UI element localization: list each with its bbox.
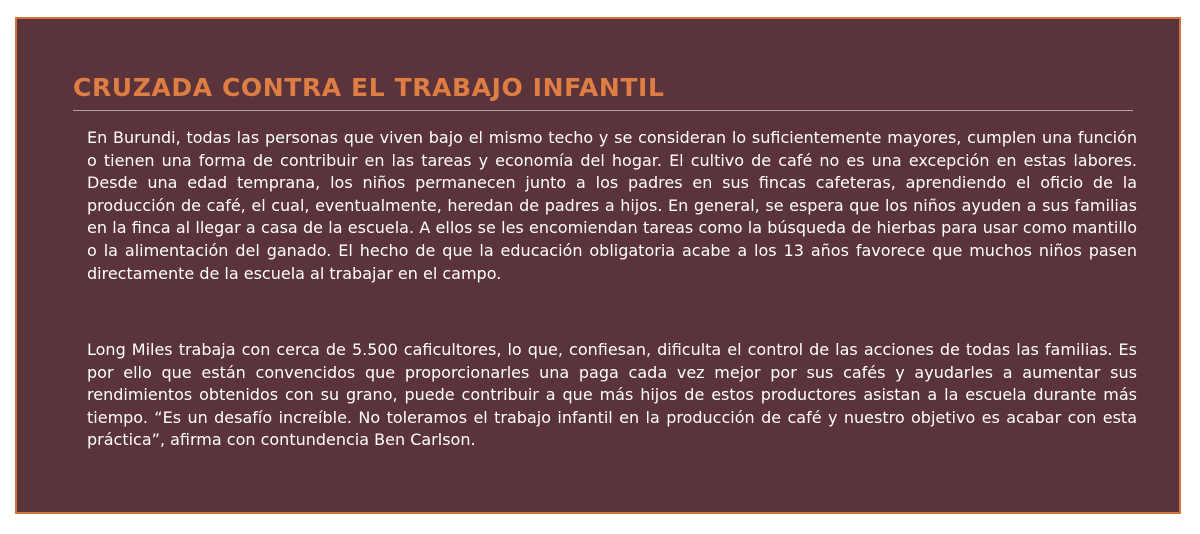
paragraph-2: Long Miles trabaja con cerca de 5.500 caficultores, lo que, confiesan, dificulta el control de las acciones de todas las familias. Es por ello que están convencidos que proporcionarles una paga cada vez mejor por sus cafés y ayudarles a aumentar sus rendimientos obtenidos con su grano, puede contribuir a que más hijos de estos productores asistan a la escuela durante más tiempo. “Es un desafío increíble. No toleramos el trabajo infantil en la producción de café y nuestro objetivo es acabar con esta práctica”, afirma con contundencia Ben Carlson.	[87, 340, 1137, 450]
sidebar-box	[15, 17, 1181, 514]
paragraph-1: En Burundi, todas las personas que viven bajo el mismo techo y se consideran lo suficientemente mayores, cumplen una función o tienen una forma de contribuir en las tareas y economía del hogar. El cultivo de café no es una excepción en estas labores. Desde una edad temprana, los niños permanecen junto a los padres en sus fincas cafeteras, aprendiendo el oficio de la producción de café, el cual, eventualmente, heredan de padres a hijos. En general, se espera que los niños ayuden a sus familias en la finca al llegar a casa de la escuela. A ellos se les encomiendan tareas como la búsqueda de hierbas para usar como mantillo o la alimentación del ganado. El hecho de que la educación obligatoria acabe a los 13 años favorece que muchos niños pasen directamente de la escuela al trabajar en el campo.	[87, 128, 1137, 283]
title-divider	[73, 110, 1133, 111]
section-title: CRUZADA CONTRA EL TRABAJO INFANTIL	[73, 73, 665, 102]
